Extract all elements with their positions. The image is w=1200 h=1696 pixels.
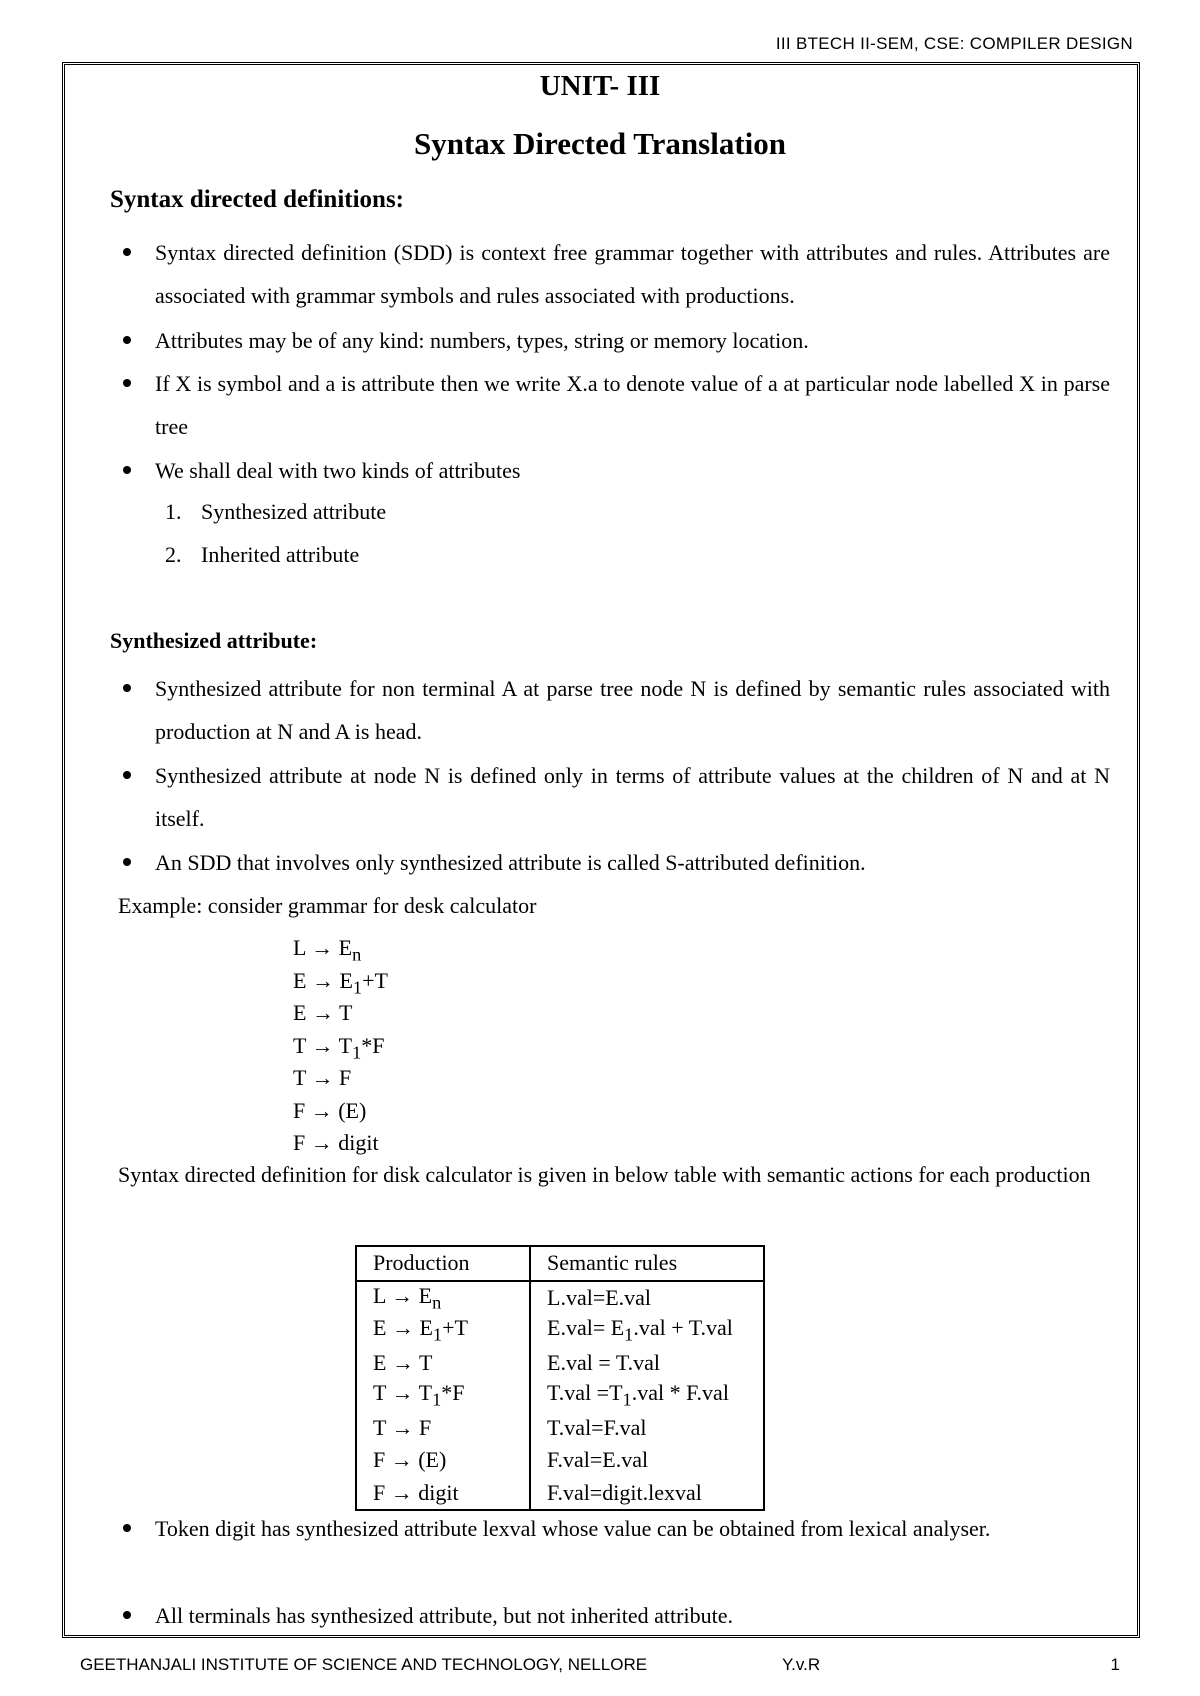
grammar-rule: $E \to E_1+T$ bbox=[293, 967, 388, 997]
unit-title: UNIT- III bbox=[539, 70, 661, 102]
bullet-item: An SDD that involves only synthesized attribute is called S-attributed definition. bbox=[155, 841, 1110, 884]
production-cell: F → (E) bbox=[356, 1444, 530, 1477]
section-heading-sdd: Syntax directed definitions: bbox=[110, 186, 404, 213]
bullet-item: All terminals has synthesized attribute, but not inherited attribute. bbox=[155, 1594, 1110, 1637]
bullet-item: If X is symbol and a is attribute then we write X.a to denote value of a at particular node labelled X in parse tree bbox=[155, 362, 1110, 448]
rule-cell: T.val=F.val bbox=[530, 1412, 764, 1445]
item-text: Synthesized attribute bbox=[201, 499, 387, 524]
grammar-rule: F → (E) bbox=[293, 1097, 367, 1123]
rule-cell: E.val = T.val bbox=[530, 1347, 764, 1380]
numbered-item bbox=[165, 540, 359, 570]
table-row bbox=[356, 1379, 764, 1412]
rule-cell: $T.val =T_1.val * F.val$ bbox=[530, 1379, 764, 1412]
table-row bbox=[356, 1314, 764, 1347]
production-cell: $E \to E_1+T$ bbox=[356, 1314, 530, 1347]
column-header-semantic-rules: Semantic rules bbox=[530, 1246, 764, 1281]
grammar-rule: E → T bbox=[293, 1000, 353, 1025]
item-number: 2. bbox=[165, 542, 182, 567]
numbered-item bbox=[165, 497, 386, 527]
rule-cell: F.val=E.val bbox=[530, 1444, 764, 1477]
bullet-item: Attributes may be of any kind: numbers, types, string or memory location. bbox=[155, 319, 1110, 362]
grammar-rule: $L \to E_n$ bbox=[293, 935, 362, 965]
table-header-row bbox=[356, 1246, 764, 1281]
grammar-rule: $T \to T_1*F$ bbox=[293, 1032, 385, 1062]
example-intro: Example: consider grammar for desk calculator bbox=[118, 893, 537, 918]
running-header: III BTECH II-SEM, CSE: COMPILER DESIGN bbox=[775, 34, 1133, 53]
grammar-rule: F → digit bbox=[293, 1130, 379, 1155]
semantic-rules-table bbox=[355, 1245, 765, 1511]
table-intro: Syntax directed definition for disk calculator is given in below table with semantic actions for each production bbox=[118, 1162, 1091, 1187]
footer-institute: GEETHANJALI INSTITUTE OF SCIENCE AND TECHNOLOGY, NELLORE bbox=[80, 1655, 648, 1674]
rule-cell: F.val=digit.lexval bbox=[530, 1477, 764, 1511]
bullet-item: Synthesized attribute for non terminal A at parse tree node N is defined by semantic rules associated with production at N and A is head. bbox=[155, 667, 1110, 753]
item-number: 1. bbox=[165, 499, 182, 524]
table-row bbox=[356, 1477, 764, 1511]
grammar-productions bbox=[293, 932, 388, 1160]
footer-author: Y.v.R bbox=[782, 1655, 821, 1674]
item-text: Inherited attribute bbox=[201, 542, 360, 567]
column-header-production: Production bbox=[356, 1246, 530, 1281]
page-title: Syntax Directed Translation bbox=[413, 126, 786, 161]
bullet-item: Syntax directed definition (SDD) is context free grammar together with attributes and rules. Attributes are associated with grammar symbols and rules associated with productions. bbox=[155, 231, 1110, 317]
bullet-item: Synthesized attribute at node N is defined only in terms of attribute values at the children of N and at N itself. bbox=[155, 754, 1110, 840]
bullet-item: We shall deal with two kinds of attributes bbox=[155, 449, 1110, 492]
table-row bbox=[356, 1444, 764, 1477]
section-heading-synthesized: Synthesized attribute: bbox=[110, 628, 318, 653]
table-row bbox=[356, 1412, 764, 1445]
table-row bbox=[356, 1347, 764, 1380]
grammar-rule: T → F bbox=[293, 1065, 352, 1090]
bullet-item: Token digit has synthesized attribute lexval whose value can be obtained from lexical analyser. bbox=[155, 1507, 1110, 1550]
rule-cell: L.val=E.val bbox=[530, 1281, 764, 1315]
production-cell: T → F bbox=[356, 1412, 530, 1445]
table-row bbox=[356, 1281, 764, 1315]
production-cell: E → T bbox=[356, 1347, 530, 1380]
rule-cell: $E.val= E_1.val + T.val$ bbox=[530, 1314, 764, 1347]
production-cell: $T \to T_1*F$ bbox=[356, 1379, 530, 1412]
production-cell: F → digit bbox=[356, 1477, 530, 1511]
production-cell: $L \to E_n$ bbox=[356, 1281, 530, 1315]
page-number: 1 bbox=[1110, 1655, 1120, 1674]
